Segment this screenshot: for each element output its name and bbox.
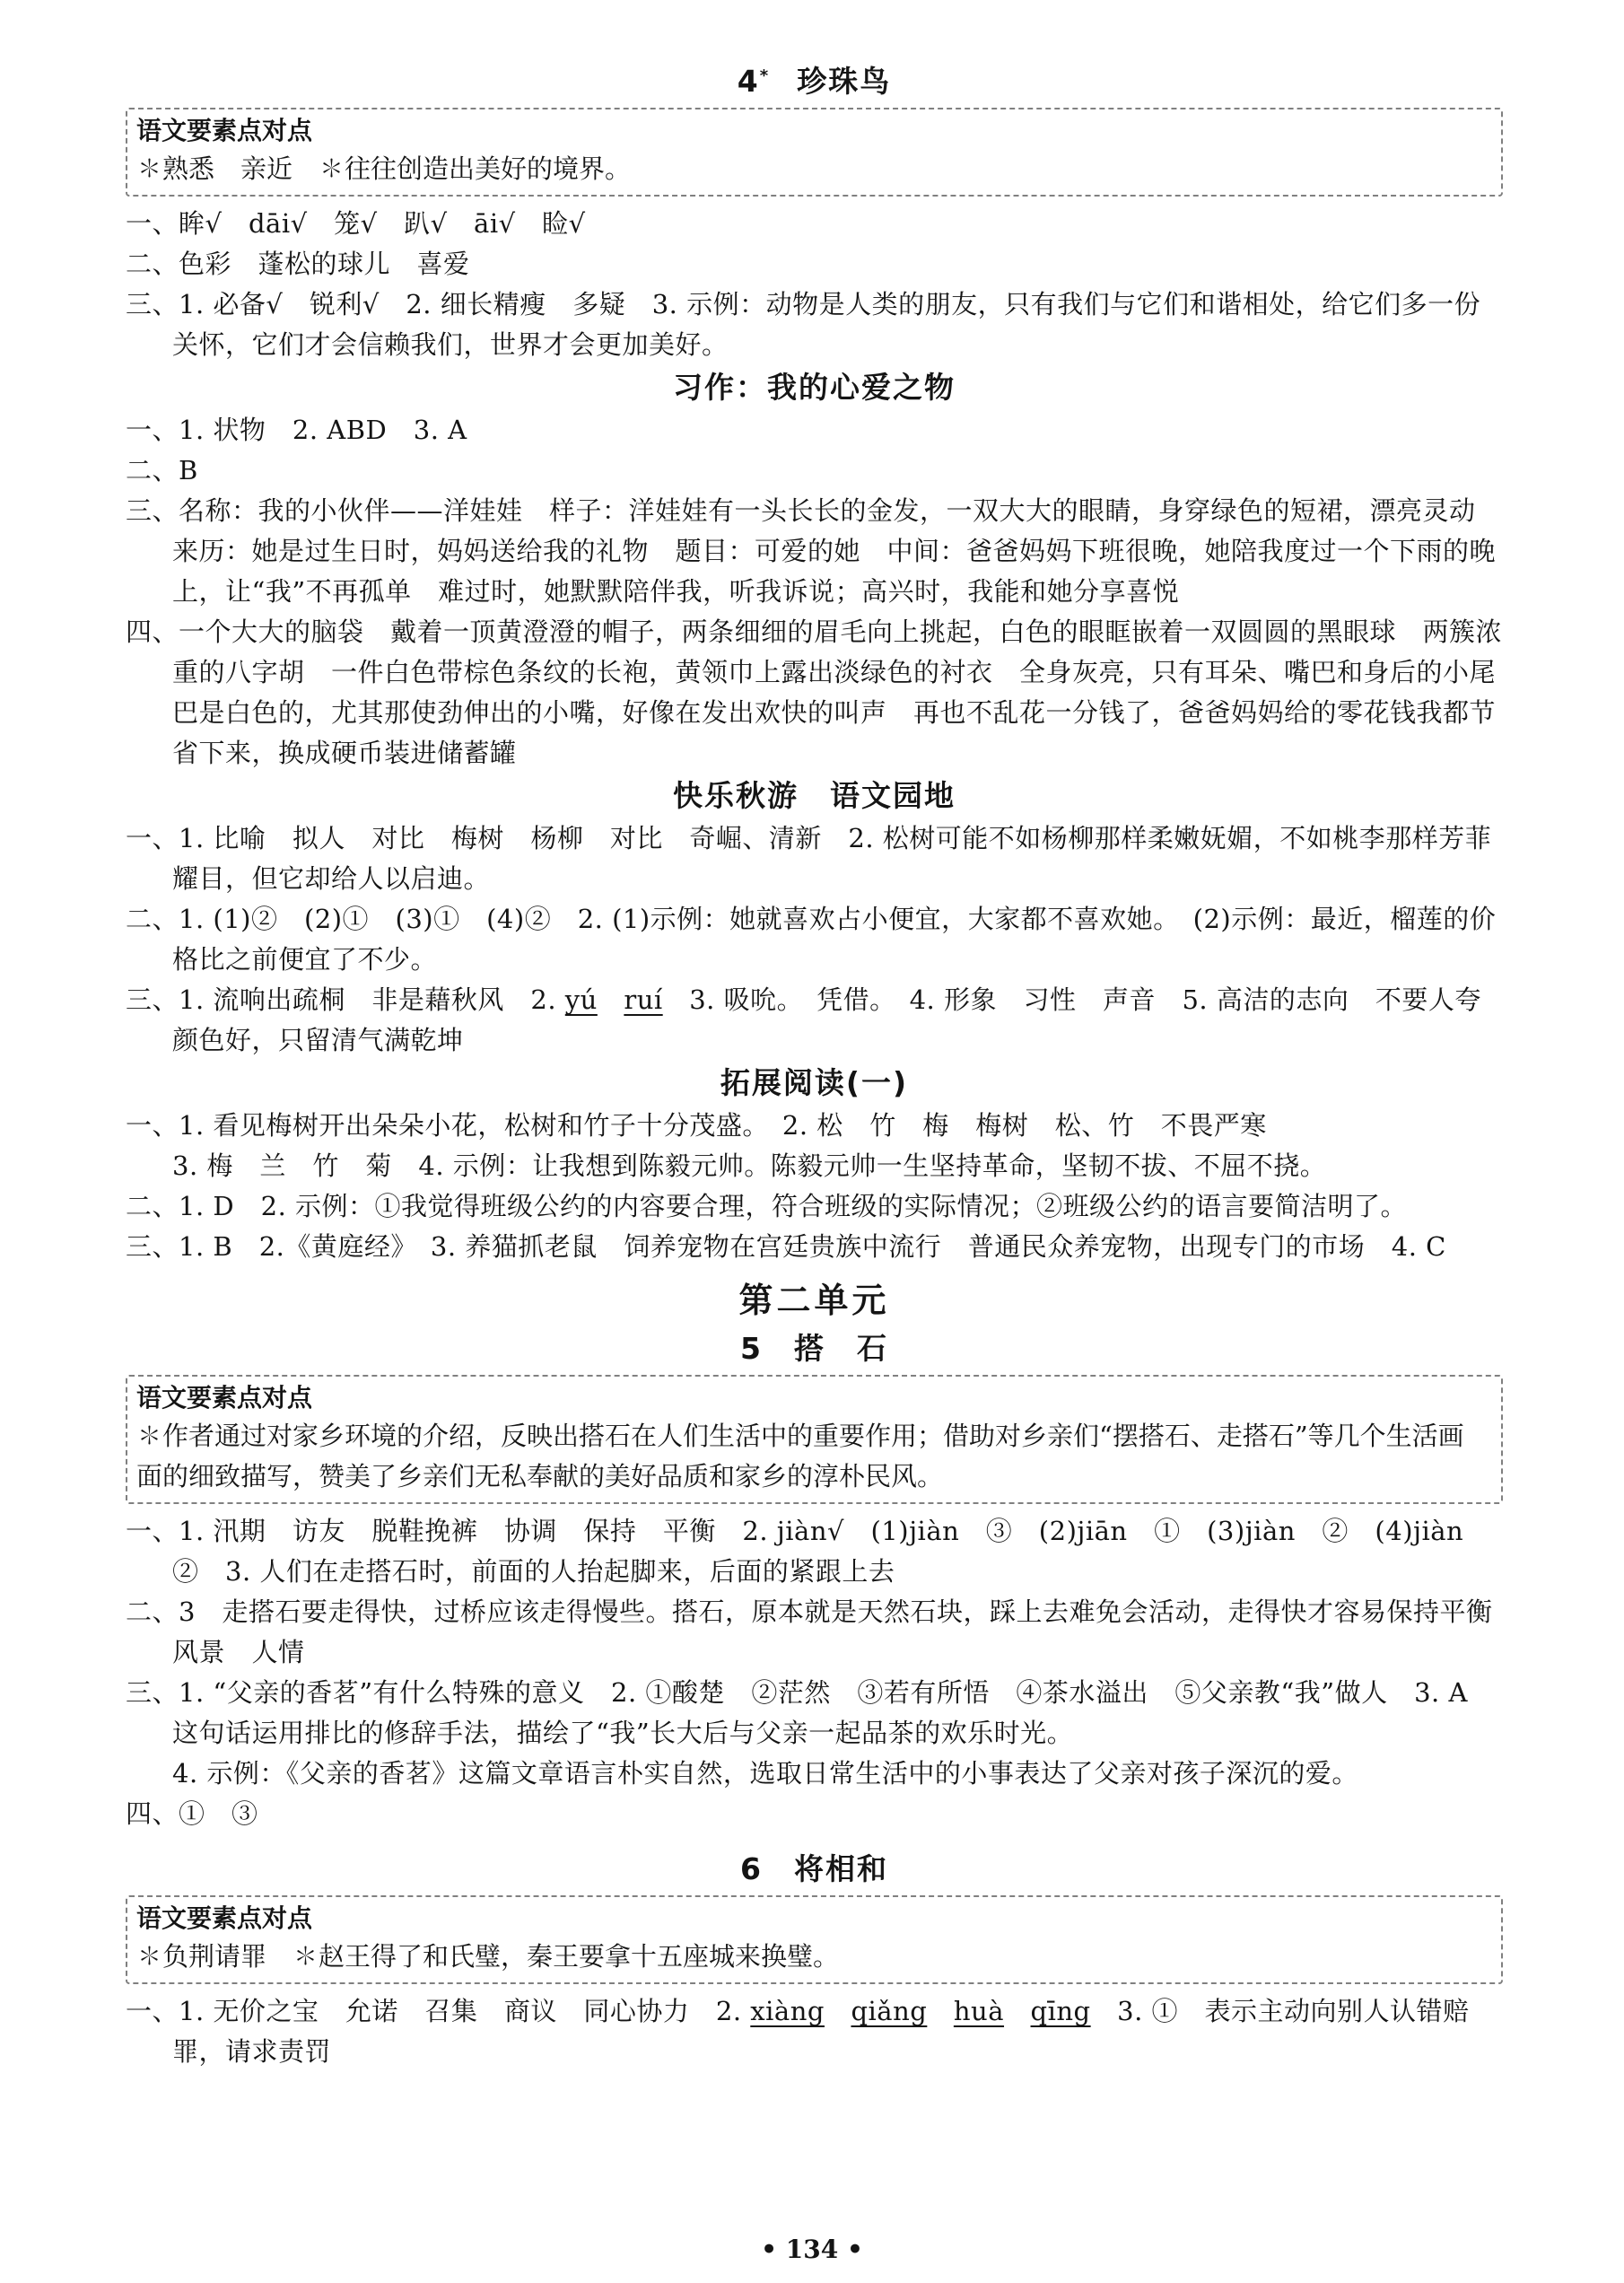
- pinyin-answer: yú: [564, 984, 598, 1015]
- section-title-general-and-minister: [126, 1847, 1503, 1892]
- pinyin-answer: qiǎng: [851, 1996, 928, 2026]
- pinyin-answer: qīng: [1030, 1996, 1091, 2026]
- answer-text: 3. 吸吮。 凭借。 4. 形象 习性 声音 5. 高洁的志向 不要人夸颜色好，只留清气满乾坤: [172, 984, 1481, 1055]
- key-points-title: 语文要素点对点: [136, 1903, 313, 1933]
- key-points-box: [126, 1895, 1503, 1984]
- answer-line: 4. 示例：《父亲的香茗》这篇文章语言朴实自然，选取日常生活中的小事表达了父亲对孩子深沉的爱。: [172, 1758, 1358, 1789]
- pinyin-answer: xiàng: [750, 1996, 825, 2026]
- answer-item: 四、① ③: [126, 1798, 258, 1829]
- answer-item: [126, 980, 1503, 1061]
- section-title-writing: 习作：我的心爱之物: [673, 370, 956, 405]
- unit-title: 第二单元: [738, 1281, 890, 1320]
- section-number: 5: [740, 1331, 763, 1366]
- key-points-text: ✽作者通过对家乡环境的介绍，反映出搭石在人们生活中的重要作用；借助对乡亲们“摆搭石、走搭石”等几个生活画面的细致描写，赞美了乡亲们无私奉献的美好品质和家乡的淳朴民风。: [136, 1421, 1464, 1491]
- pinyin-answer: huà: [953, 1996, 1005, 2026]
- section-title-extended-reading: 拓展阅读(一): [720, 1065, 909, 1100]
- answer-item: 三、1. B 2.《黄庭经》 3. 养猫抓老鼠 饲养宠物在宫廷贵族中流行 普通民众养宠物，出现专门的市场 4. C: [126, 1231, 1446, 1262]
- key-points-title: 语文要素点对点: [136, 1383, 313, 1413]
- section-number: 4: [737, 64, 760, 99]
- answer-item: 一、眸√ dāi√ 笼√ 趴√ āi√ 睑√: [126, 208, 586, 239]
- answer-item: 三、1. 必备√ 锐利√ 2. 细长精瘦 多疑 3. 示例：动物是人类的朋友，只有我们与它们和谐相处，给它们多一份关怀，它们才会信赖我们，世界才会更加美好。: [126, 289, 1481, 360]
- answer-item: [126, 1673, 1503, 1794]
- section-title-autumn-trip: 快乐秋游 语文园地: [673, 778, 956, 813]
- optional-mark: *: [759, 66, 771, 85]
- answer-item: 二、1. (1)② (2)① (3)① (4)② 2. (1)示例：她就喜欢占小便宜，大家都不喜欢她。 (2)示例：最近，榴莲的价格比之前便宜了不少。: [126, 904, 1497, 975]
- answer-item: 二、3 走搭石要走得快，过桥应该走得慢些。搭石，原本就是天然石块，踩上去难免会活动，走得快才容易保持平衡 风景 人情: [126, 1596, 1519, 1667]
- key-points-title: 语文要素点对点: [136, 116, 313, 145]
- answer-item: [126, 1991, 1503, 2072]
- pinyin-answer: ruí: [624, 984, 663, 1015]
- answer-item: [126, 1106, 1503, 1186]
- answer-item: 二、色彩 蓬松的球儿 喜爱: [126, 249, 470, 279]
- answer-item: 二、1. D 2. 示例：①我觉得班级公约的内容要合理，符合班级的实际情况；②班级公约的语言要简洁明了。: [126, 1191, 1408, 1221]
- key-points-box: [126, 108, 1503, 197]
- answer-item: 一、1. 比喻 拟人 对比 梅树 杨柳 对比 奇崛、清新 2. 松树可能不如杨柳那样柔嫩妩媚，不如桃李那样芳菲耀目，但它却给人以启迪。: [126, 823, 1492, 894]
- section-title-text: 珍珠鸟: [797, 64, 892, 99]
- key-points-text: ✽负荆请罪 ✽赵王得了和氏璧，秦王要拿十五座城来换璧。: [136, 1941, 840, 1972]
- section-title-text: 将相和: [793, 1851, 888, 1886]
- answer-text: 一、1. 无价之宝 允诺 召集 商议 同心协力 2.: [126, 1996, 751, 2026]
- answer-item: 二、B: [126, 455, 198, 485]
- key-points-box: [126, 1375, 1503, 1504]
- answer-item: 四、一个大大的脑袋 戴着一顶黄澄澄的帽子，两条细细的眉毛向上挑起，白色的眼眶嵌着一双圆圆的黑眼球 两簇浓重的八字胡 一件白色带棕色条纹的长袍，黄领巾上露出淡绿色的衬衣 全身灰亮，只有耳朵、嘴巴和身后的小尾巴是白色的，尤其那使劲伸出的小嘴，好像在发出欢快的叫声 再也不乱花一分钱了，爸爸妈妈给的零花钱我都节省下来，换成硬币装进储蓄罐: [126, 617, 1503, 768]
- page-number: • 134 •: [761, 2235, 863, 2264]
- key-points-text: ✽熟悉 亲近 ✽往往创造出美好的境界。: [136, 153, 632, 184]
- answer-item: 一、1. 汛期 访友 脱鞋挽裤 协调 保持 平衡 2. jiàn√ (1)jiàn ③ (2)jiān ① (3)jiàn ② (4)jiàn ② 3. 人们在走搭石时，前面的人抬起脚来，后面的紧跟上去: [126, 1516, 1490, 1587]
- answer-text: 3. ① 表示主动向别人认错赔罪，请求责罚: [172, 1996, 1470, 2067]
- answer-item: 三、名称：我的小伙伴——洋娃娃 样子：洋娃娃有一头长长的金发，一双大大的眼睛，身穿绿色的短裙，漂亮灵动 来历：她是过生日时，妈妈送给我的礼物 题目：可爱的她 中间：爸爸妈妈下班很晚，她陪我度过一个下雨的晚上，让“我”不再孤单 难过时，她默默陪伴我，听我诉说；高兴时，我能和她分享喜悦: [126, 495, 1503, 607]
- answer-page: [126, 54, 1519, 2072]
- answer-line: 三、1. “父亲的香茗”有什么特殊的意义 2. ①酸楚 ②茫然 ③若有所悟 ④茶水溢出 ⑤父亲教“我”做人 3. A 这句话运用排比的修辞手法，描绘了“我”长大后与父亲一起品茶的欢乐时光。: [126, 1677, 1495, 1748]
- section-title-pearl-bird: [126, 54, 1503, 104]
- section-title-text: 搭 石: [793, 1331, 888, 1366]
- answer-item: 一、1. 状物 2. ABD 3. A: [126, 415, 467, 445]
- answer-line: 3. 梅 兰 竹 菊 4. 示例：让我想到陈毅元帅。陈毅元帅一生坚持革命，坚韧不拔、不屈不挠。: [172, 1150, 1327, 1181]
- section-number: 6: [740, 1851, 763, 1886]
- answer-text: 三、1. 流响出疏桐 非是藉秋风 2.: [126, 984, 565, 1015]
- section-title-stepping-stones: [126, 1326, 1503, 1371]
- answer-line: 一、1. 看见梅树开出朵朵小花，松树和竹子十分茂盛。 2. 松 竹 梅 梅树 松、竹 不畏严寒: [126, 1110, 1267, 1141]
